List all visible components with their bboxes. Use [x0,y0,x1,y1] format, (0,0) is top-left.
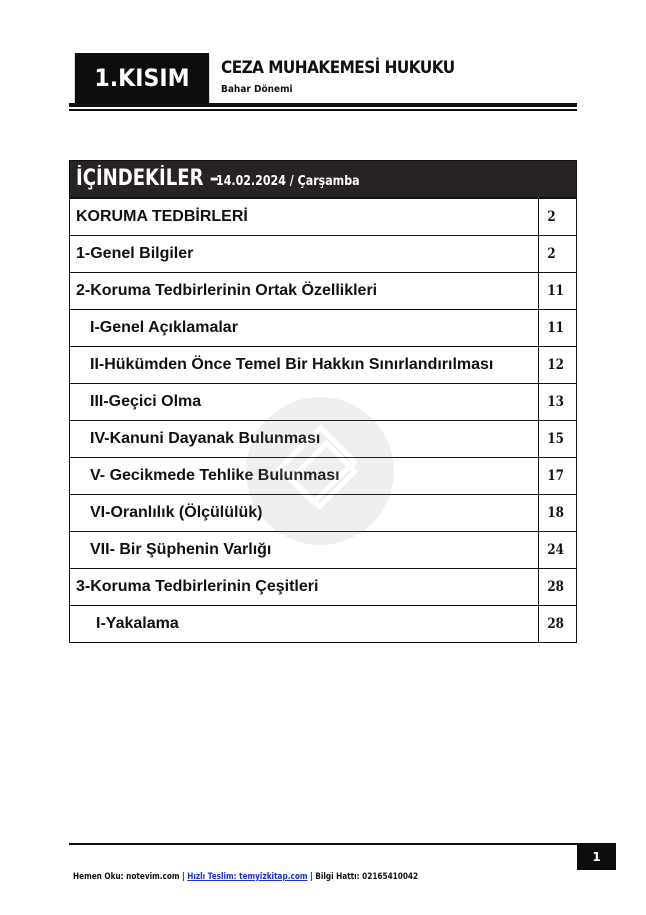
table-of-contents [69,160,577,643]
term-label: Bahar Dönemi [221,84,293,95]
toc-date: 14.02.2024 / Çarşamba [216,174,360,189]
toc-entry-page: 2 [541,199,573,236]
part-label: 1.KISIM [75,53,209,103]
toc-entry-title: 2-Koruma Tedbirlerinin Ortak Özellikleri [70,273,539,310]
toc-entry-title: 1-Genel Bilgiler [70,236,539,273]
toc-entry-title: III-Geçici Olma [70,384,539,421]
footer-read-label: Hemen Oku: notevim.com [73,872,180,882]
toc-row[interactable] [70,495,577,532]
toc-entry-page: 12 [541,347,573,384]
toc-row[interactable] [70,347,577,384]
toc-table [69,198,577,643]
toc-row[interactable] [70,310,577,347]
toc-row[interactable] [70,606,577,643]
toc-entry-page: 11 [541,310,573,347]
toc-row[interactable] [70,273,577,310]
toc-row[interactable] [70,236,577,273]
toc-entry-page: 2 [541,236,573,273]
footer-separator: | [310,872,313,882]
toc-row[interactable] [70,421,577,458]
toc-entry-title: VII- Bir Şüphenin Varlığı [70,532,539,569]
header-rule-thin [69,109,577,111]
toc-entry-page: 24 [541,532,573,569]
toc-row[interactable] [70,458,577,495]
toc-entry-title: II-Hükümden Önce Temel Bir Hakkın Sınırlandırılması [70,347,539,384]
toc-entry-title: KORUMA TEDBİRLERİ [70,199,539,236]
toc-heading-bar [69,160,577,198]
footer-hotline: Bilgi Hattı: 02165410042 [315,872,419,882]
page-header [69,53,577,103]
toc-row[interactable] [70,532,577,569]
toc-entry-title: VI-Oranlılık (Ölçülülük) [70,495,539,532]
toc-entry-title: 3-Koruma Tedbirlerinin Çeşitleri [70,569,539,606]
toc-entry-title: I-Genel Açıklamalar [70,310,539,347]
toc-entry-page: 18 [541,495,573,532]
toc-entry-title: V- Gecikmede Tehlike Bulunması [70,458,539,495]
toc-row[interactable] [70,569,577,606]
footer-delivery-link[interactable]: Hızlı Teslim: temyizkitap.com [187,872,308,882]
toc-entry-page: 28 [541,569,573,606]
course-title: CEZA MUHAKEMESİ HUKUKU [221,58,455,78]
toc-row[interactable] [70,199,577,236]
toc-row[interactable] [70,384,577,421]
header-rule-thick [69,103,577,107]
toc-entry-title: I-Yakalama [70,606,539,643]
footer-rule [69,843,577,845]
toc-entry-page: 11 [541,273,573,310]
footer-separator: | [182,872,185,882]
toc-entry-page: 13 [541,384,573,421]
toc-entry-page: 17 [541,458,573,495]
toc-entry-page: 28 [541,606,573,643]
toc-entry-page: 15 [541,421,573,458]
toc-heading: İÇİNDEKİLER – [76,166,219,191]
toc-entry-title: IV-Kanuni Dayanak Bulunması [70,421,539,458]
footer-line [73,872,418,882]
page-number: 1 [577,843,616,870]
